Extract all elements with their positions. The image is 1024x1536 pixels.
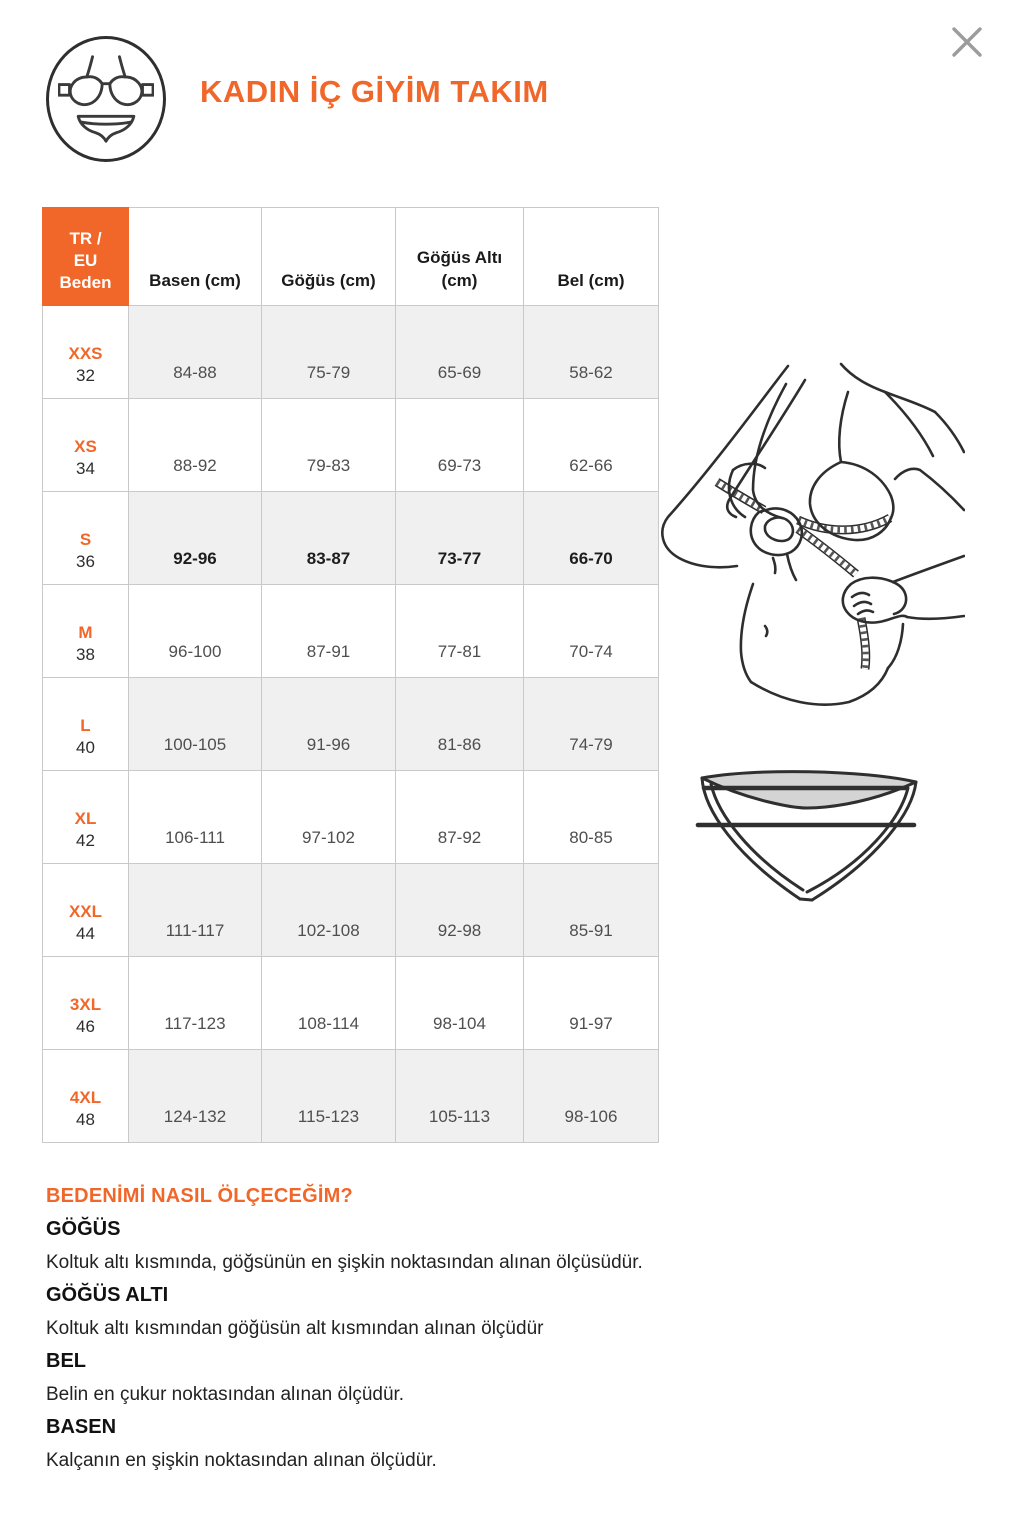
size-code: XL (74, 809, 97, 828)
page-title: KADIN İÇ GİYİM TAKIM (200, 74, 549, 109)
measurement-cell: 69-73 (396, 399, 524, 492)
measurement-cell: 88-92 (129, 399, 262, 492)
size-cell (43, 585, 129, 678)
measurement-cell: 66-70 (524, 492, 659, 585)
measure-guide-term: BASEN (46, 1416, 117, 1438)
measure-guide-title: BEDENİMİ NASIL ÖLÇECEĞİM? (46, 1185, 353, 1207)
size-eu: 42 (76, 831, 95, 850)
size-eu: 40 (76, 738, 95, 757)
size-code: 4XL (69, 1088, 102, 1107)
measurement-cell: 108-114 (262, 957, 396, 1050)
size-eu: 38 (76, 645, 95, 664)
measurement-cell: 74-79 (524, 678, 659, 771)
size-eu: 44 (76, 924, 95, 943)
measure-guide-description: Belin en çukur noktasından alınan ölçüdür. (46, 1384, 405, 1405)
table-row (43, 864, 659, 957)
measurement-cell: 84-88 (129, 306, 262, 399)
measurement-cell: 98-104 (396, 957, 524, 1050)
size-code: L (80, 716, 91, 735)
table-row (43, 1050, 659, 1143)
measurement-cell: 91-96 (262, 678, 396, 771)
table-row (43, 957, 659, 1050)
measurement-cell: 100-105 (129, 678, 262, 771)
measurement-cell: 77-81 (396, 585, 524, 678)
table-row (43, 585, 659, 678)
measure-guide-items (46, 1213, 786, 1477)
measurement-cell: 106-111 (129, 771, 262, 864)
lingerie-set-icon (46, 36, 166, 162)
size-cell (43, 306, 129, 399)
measurement-cell: 65-69 (396, 306, 524, 399)
bust-measurement-illustration (653, 362, 965, 774)
size-header-line: EU (73, 251, 98, 270)
measurement-cell: 105-113 (396, 1050, 524, 1143)
size-cell (43, 399, 129, 492)
measure-guide-description: Kalçanın en şişkin noktasından alınan ölçüdür. (46, 1450, 437, 1471)
size-table-body (43, 306, 659, 1143)
measurement-cell: 98-106 (524, 1050, 659, 1143)
measure-guide (46, 1180, 786, 1477)
size-eu: 46 (76, 1017, 95, 1036)
measurement-cell: 81-86 (396, 678, 524, 771)
measurement-cell: 87-92 (396, 771, 524, 864)
measurement-cell: 96-100 (129, 585, 262, 678)
table-row (43, 306, 659, 399)
size-code: S (79, 530, 92, 549)
size-cell (43, 492, 129, 585)
size-cell (43, 1050, 129, 1143)
measurement-cell: 80-85 (524, 771, 659, 864)
table-row (43, 399, 659, 492)
size-header-line: Beden (59, 273, 112, 292)
measurement-cell: 79-83 (262, 399, 396, 492)
size-cell (43, 678, 129, 771)
measurement-cell: 102-108 (262, 864, 396, 957)
table-header-row (43, 208, 659, 306)
table-row (43, 678, 659, 771)
measurement-cell: 97-102 (262, 771, 396, 864)
size-cell (43, 864, 129, 957)
measurement-cell: 92-98 (396, 864, 524, 957)
measurement-cell: 111-117 (129, 864, 262, 957)
column-header-basen: Basen (cm) (129, 208, 262, 306)
size-eu: 48 (76, 1110, 95, 1129)
measurement-cell: 85-91 (524, 864, 659, 957)
measurement-cell: 62-66 (524, 399, 659, 492)
measurement-cell: 73-77 (396, 492, 524, 585)
size-code: 3XL (69, 995, 102, 1014)
measurement-cell: 124-132 (129, 1050, 262, 1143)
size-cell (43, 957, 129, 1050)
measurement-cell: 70-74 (524, 585, 659, 678)
size-cell (43, 771, 129, 864)
measure-guide-term: GÖĞÜS (46, 1218, 121, 1240)
size-eu: 36 (76, 552, 95, 571)
size-eu: 32 (76, 366, 95, 385)
measure-guide-description: Koltuk altı kısmından göğüsün alt kısmından alınan ölçüdür (46, 1318, 544, 1339)
close-button[interactable] (940, 16, 994, 70)
column-header-bel: Bel (cm) (524, 208, 659, 306)
measurement-cell: 58-62 (524, 306, 659, 399)
measure-guide-description: Koltuk altı kısmında, göğsünün en şişkin noktasından alınan ölçüsüdür. (46, 1252, 643, 1273)
table-row (43, 771, 659, 864)
bra-panty-glyph (58, 49, 154, 149)
column-header-gogus-alti: Göğüs Altı (cm) (396, 208, 524, 306)
size-eu: 34 (76, 459, 95, 478)
measurement-cell: 83-87 (262, 492, 396, 585)
measurement-cell: 117-123 (129, 957, 262, 1050)
size-column-header (43, 208, 129, 306)
measurement-cell: 91-97 (524, 957, 659, 1050)
size-header-line: TR / (69, 229, 102, 248)
size-code: XXS (68, 344, 103, 363)
panty-measurement-illustration (694, 768, 928, 924)
table-row (43, 492, 659, 585)
measurement-cell: 92-96 (129, 492, 262, 585)
size-table (42, 207, 659, 1143)
column-header-gogus: Göğüs (cm) (262, 208, 396, 306)
close-icon (947, 23, 987, 63)
measurement-cell: 75-79 (262, 306, 396, 399)
size-code: XXL (68, 902, 103, 921)
size-code: M (78, 623, 93, 642)
size-code: XS (74, 437, 97, 456)
measurement-cell: 87-91 (262, 585, 396, 678)
measure-guide-term: GÖĞÜS ALTI (46, 1284, 169, 1306)
measurement-cell: 115-123 (262, 1050, 396, 1143)
measure-guide-term: BEL (46, 1350, 86, 1372)
